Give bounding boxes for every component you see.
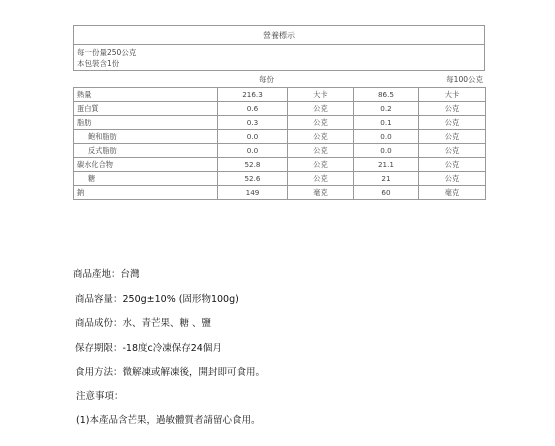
nutrition-table <box>73 87 486 200</box>
value-per-serving: 216.3 <box>218 88 288 102</box>
notes-title: 注意事項： <box>76 391 124 402</box>
nutrition-row <box>74 88 486 102</box>
nutrient-name: 碳水化合物 <box>74 158 218 172</box>
value-per-serving: 149 <box>218 186 288 200</box>
unit-per-serving: 公克 <box>288 172 354 186</box>
nutrient-name: 蛋白質 <box>74 102 218 116</box>
ingredients-line: 商品成份：水、青芒果、糖 、鹽 <box>75 318 212 329</box>
nutrition-title-row <box>73 25 485 44</box>
unit-per-100g: 公克 <box>419 130 486 144</box>
unit-per-100g: 公克 <box>419 102 486 116</box>
nutrient-name: 糖 <box>74 172 218 186</box>
nutrition-row <box>74 172 486 186</box>
nutrition-title: 營養標示 <box>263 30 295 40</box>
nutrition-row <box>74 116 486 130</box>
usage-line: 食用方法：微解凍或解凍後，開封即可食用。 <box>75 367 266 378</box>
nutrition-column-header <box>73 71 485 87</box>
value-per-100g: 60 <box>354 186 419 200</box>
value-per-100g: 21 <box>354 172 419 186</box>
unit-per-100g: 公克 <box>419 144 486 158</box>
value-per-serving: 52.8 <box>218 158 288 172</box>
value-per-serving: 0.3 <box>218 116 288 130</box>
unit-per-serving: 公克 <box>288 130 354 144</box>
shelf-life-line: 保存期限：-18度c冷凍保存24個月 <box>75 343 222 354</box>
unit-per-serving: 公克 <box>288 116 354 130</box>
serving-info <box>73 44 485 71</box>
nutrition-row <box>74 102 486 116</box>
value-per-100g: 0.2 <box>354 102 419 116</box>
nutrition-row <box>74 186 486 200</box>
unit-per-serving: 毫克 <box>288 186 354 200</box>
value-per-100g: 86.5 <box>354 88 419 102</box>
unit-per-serving: 公克 <box>288 144 354 158</box>
unit-per-serving: 公克 <box>288 102 354 116</box>
nutrition-label <box>73 25 485 200</box>
per-100g-label: 每100公克 <box>446 75 483 84</box>
per-serving-label: 每份 <box>259 75 274 84</box>
nutrition-row <box>74 130 486 144</box>
nutrient-name: 飽和脂肪 <box>74 130 218 144</box>
value-per-100g: 0.1 <box>354 116 419 130</box>
value-per-serving: 0.6 <box>218 102 288 116</box>
value-per-serving: 52.6 <box>218 172 288 186</box>
unit-per-100g: 毫克 <box>419 186 486 200</box>
value-per-serving: 0.0 <box>218 144 288 158</box>
value-per-100g: 21.1 <box>354 158 419 172</box>
unit-per-100g: 公克 <box>419 158 486 172</box>
nutrient-name: 鈉 <box>74 186 218 200</box>
servings-per-package: 本包裝含1份 <box>77 59 120 68</box>
note-1: (1)本產品含芒果，過敏體質者請留心食用。 <box>76 415 261 426</box>
value-per-100g: 0.0 <box>354 130 419 144</box>
origin-line: 商品產地：台灣 <box>73 269 140 280</box>
serving-size: 每一份量250公克 <box>77 48 137 57</box>
unit-per-serving: 大卡 <box>288 88 354 102</box>
nutrition-row <box>74 144 486 158</box>
unit-per-serving: 公克 <box>288 158 354 172</box>
nutrient-name: 脂肪 <box>74 116 218 130</box>
nutrition-row <box>74 158 486 172</box>
value-per-100g: 0.0 <box>354 144 419 158</box>
unit-per-100g: 大卡 <box>419 88 486 102</box>
unit-per-100g: 公克 <box>419 172 486 186</box>
unit-per-100g: 公克 <box>419 116 486 130</box>
value-per-serving: 0.0 <box>218 130 288 144</box>
nutrient-name: 熱量 <box>74 88 218 102</box>
nutrient-name: 反式脂肪 <box>74 144 218 158</box>
capacity-line: 商品容量：250g±10% (固形物100g) <box>75 294 239 305</box>
